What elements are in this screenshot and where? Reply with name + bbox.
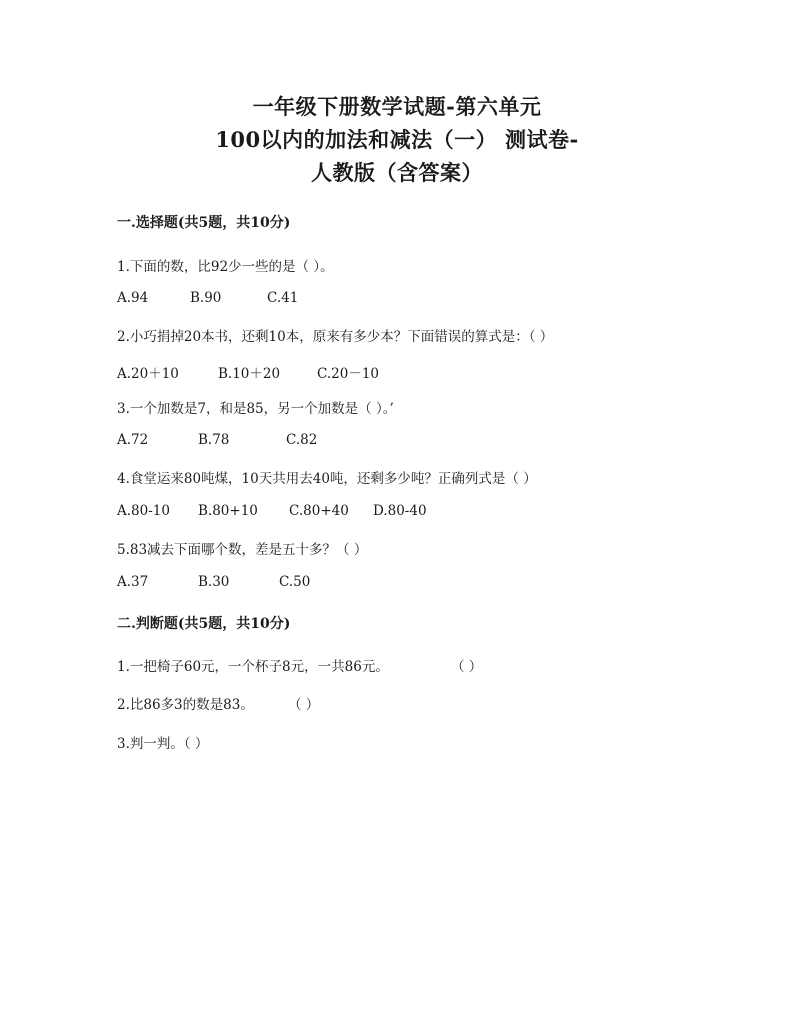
q5-option-a: A.37 bbox=[117, 574, 149, 590]
section-heading-judgement: 二.判断题(共5题，共10分) bbox=[117, 616, 291, 632]
q2-option-a: A.20＋10 bbox=[117, 366, 179, 382]
section-heading-choice: 一.选择题(共5题，共10分) bbox=[117, 215, 291, 231]
q4-option-d: D.80-40 bbox=[373, 503, 427, 519]
q3-option-b: B.78 bbox=[198, 432, 230, 448]
q4-option-b: B.80+10 bbox=[198, 503, 258, 519]
title-line-1: 一年级下册数学试题-第六单元 bbox=[252, 94, 542, 119]
document-title bbox=[0, 90, 794, 189]
q2-option-c: C.20－10 bbox=[317, 366, 379, 382]
judgement-2-text: 2.比86多3的数是83。 bbox=[117, 697, 254, 713]
question-2-text: 2.小巧捐掉20本书，还剩10本，原来有多少本？下面错误的算式是：（ ） bbox=[117, 329, 554, 345]
q2-option-b: B.10＋20 bbox=[218, 366, 281, 382]
title-line-2: 100以内的加法和减法（一） 测试卷- bbox=[215, 127, 579, 152]
q5-option-b: B.30 bbox=[198, 574, 230, 590]
q3-option-a: A.72 bbox=[117, 432, 149, 448]
title-line-3: 人教版（含答案） bbox=[311, 160, 483, 185]
q3-option-c: C.82 bbox=[286, 432, 318, 448]
judgement-1-bracket: （ ） bbox=[451, 659, 483, 675]
judgement-2-bracket: （ ） bbox=[288, 697, 320, 713]
question-4-text: 4.食堂运来80吨煤，10天共用去40吨，还剩多少吨？正确列式是（ ） bbox=[117, 471, 537, 487]
q1-option-b: B.90 bbox=[190, 290, 222, 306]
q5-option-c: C.50 bbox=[279, 574, 311, 590]
q1-option-c: C.41 bbox=[267, 290, 299, 306]
judgement-1-text: 1.一把椅子60元，一个杯子8元，一共86元。 bbox=[117, 659, 389, 675]
q4-option-c: C.80+40 bbox=[289, 503, 349, 519]
q4-option-a: A.80-10 bbox=[117, 503, 170, 519]
question-1-text: 1.下面的数，比92少一些的是（ ）。 bbox=[117, 259, 334, 275]
question-5-text: 5.83减去下面哪个数，差是五十多？（ ） bbox=[117, 542, 368, 558]
q1-option-a: A.94 bbox=[117, 290, 149, 306]
judgement-3-text: 3.判一判。（ ） bbox=[117, 736, 209, 752]
question-3-text: 3.一个加数是7，和是85，另一个加数是（ ）。’ bbox=[117, 401, 394, 417]
